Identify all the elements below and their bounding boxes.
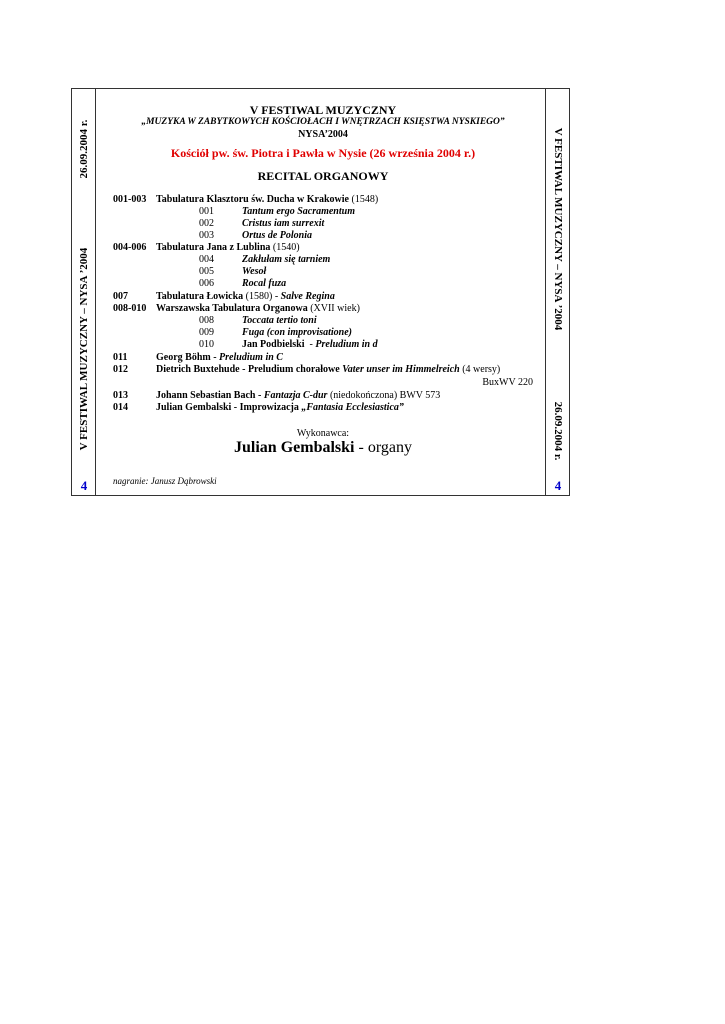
track-code: 012 [113,364,128,375]
track-note: (1548) [348,194,379,205]
track-code: 014 [113,402,128,413]
right-spine [545,89,569,495]
track-title: Tantum ergo Sacramentum [242,206,355,217]
left-spine-date: 26.09.2004 r. [78,119,90,179]
track-number: 005 [199,266,214,277]
right-spine-title: V FESTIWAL MUZYCZNY – NYSA ’2004 [552,127,564,331]
track-number: 001 [199,206,214,217]
performer-line [113,439,533,457]
track-note: (4 wersy) [459,364,501,375]
track-number: 008 [199,315,214,326]
track-note: (niedokończona) BWV 573 [327,390,441,401]
track-title: Ortus de Polonia [242,230,313,241]
track-code: 001-003 [113,194,147,205]
track-title: Zakłułam się tarniem [242,254,331,265]
track-note: (1580) - [243,291,281,302]
left-spine-title: V FESTIWAL MUZYCZNY – NYSA ’2004 [78,247,90,451]
track-piece: Preludium in C [219,352,283,363]
recording-credit: nagranie: Janusz Dąbrowski [113,476,217,486]
performer-name: Julian Gembalski [234,439,355,456]
track-title: Rocal fuza [242,278,287,289]
performer-role: - organy [354,439,412,456]
left-page-number: 4 [80,478,88,493]
track-note: (XVII wiek) [307,303,360,314]
track-title: Georg Böhm - [156,352,220,363]
track-number: 009 [199,327,214,338]
track-title: Preludium in d [315,339,378,350]
track-title: Tabulatura Łowicka [156,291,244,302]
track-title: Fuga (con improvisatione) [242,327,353,338]
track-code: 011 [113,352,128,363]
left-spine [72,89,96,495]
track-piece: Vater unser im Himmelreich [342,364,460,375]
track-number: 010 [199,339,214,350]
festival-year: NYSA’2004 [298,129,348,140]
track-number: 006 [199,278,214,289]
track-number: 004 [199,254,214,265]
recital-heading: RECITAL ORGANOWY [257,169,389,183]
festival-title: V FESTIWAL MUZYCZNY [249,103,397,117]
track-piece: Salve Regina [280,291,335,302]
right-page-number: 4 [554,478,562,493]
track-title: Cristus iam surrexit [242,218,325,229]
track-note: (1540) [270,242,300,253]
track-title: Tabulatura Klasztoru św. Ducha w Krakowie [156,194,349,205]
track-title: Toccata tertio toni [242,315,317,326]
track-separator: - [304,339,316,350]
track-number: 002 [199,218,214,229]
track-code: 007 [113,291,128,302]
cd-insert-card [71,88,570,496]
right-spine-date: 26.09.2004 r. [552,401,564,461]
track-title: Wesoł [242,266,267,277]
track-title: Warszawska Tabulatura Organowa [156,303,308,314]
track-title: Johann Sebastian Bach - [156,390,264,401]
track-piece: Fantazja C-dur [263,390,328,401]
track-code: 008-010 [113,303,147,314]
track-number: 003 [199,230,214,241]
track-code: 013 [113,390,128,401]
track-code: 004-006 [113,242,147,253]
track-title: Dietrich Buxtehude - Preludium chorałowe [156,364,343,375]
venue-heading: Kościół pw. św. Piotra i Pawła w Nysie (26 września 2004 r.) [170,146,476,160]
track-title: Tabulatura Jana z Lublina [156,242,271,253]
performer-label: Wykonawca: [296,428,350,439]
track-piece: „Fantasia Ecclesiastica” [301,402,404,413]
catalog-number: BuxWV 220 [482,377,533,388]
track-composer: Jan Podbielski [242,339,305,350]
track-title: Julian Gembalski - Improwizacja [156,402,302,413]
festival-subtitle: „MUZYKA W ZABYTKOWYCH KOŚCIOŁACH I WNĘTRZACH KSIĘSTWA NYSKIEGO” [141,117,505,127]
